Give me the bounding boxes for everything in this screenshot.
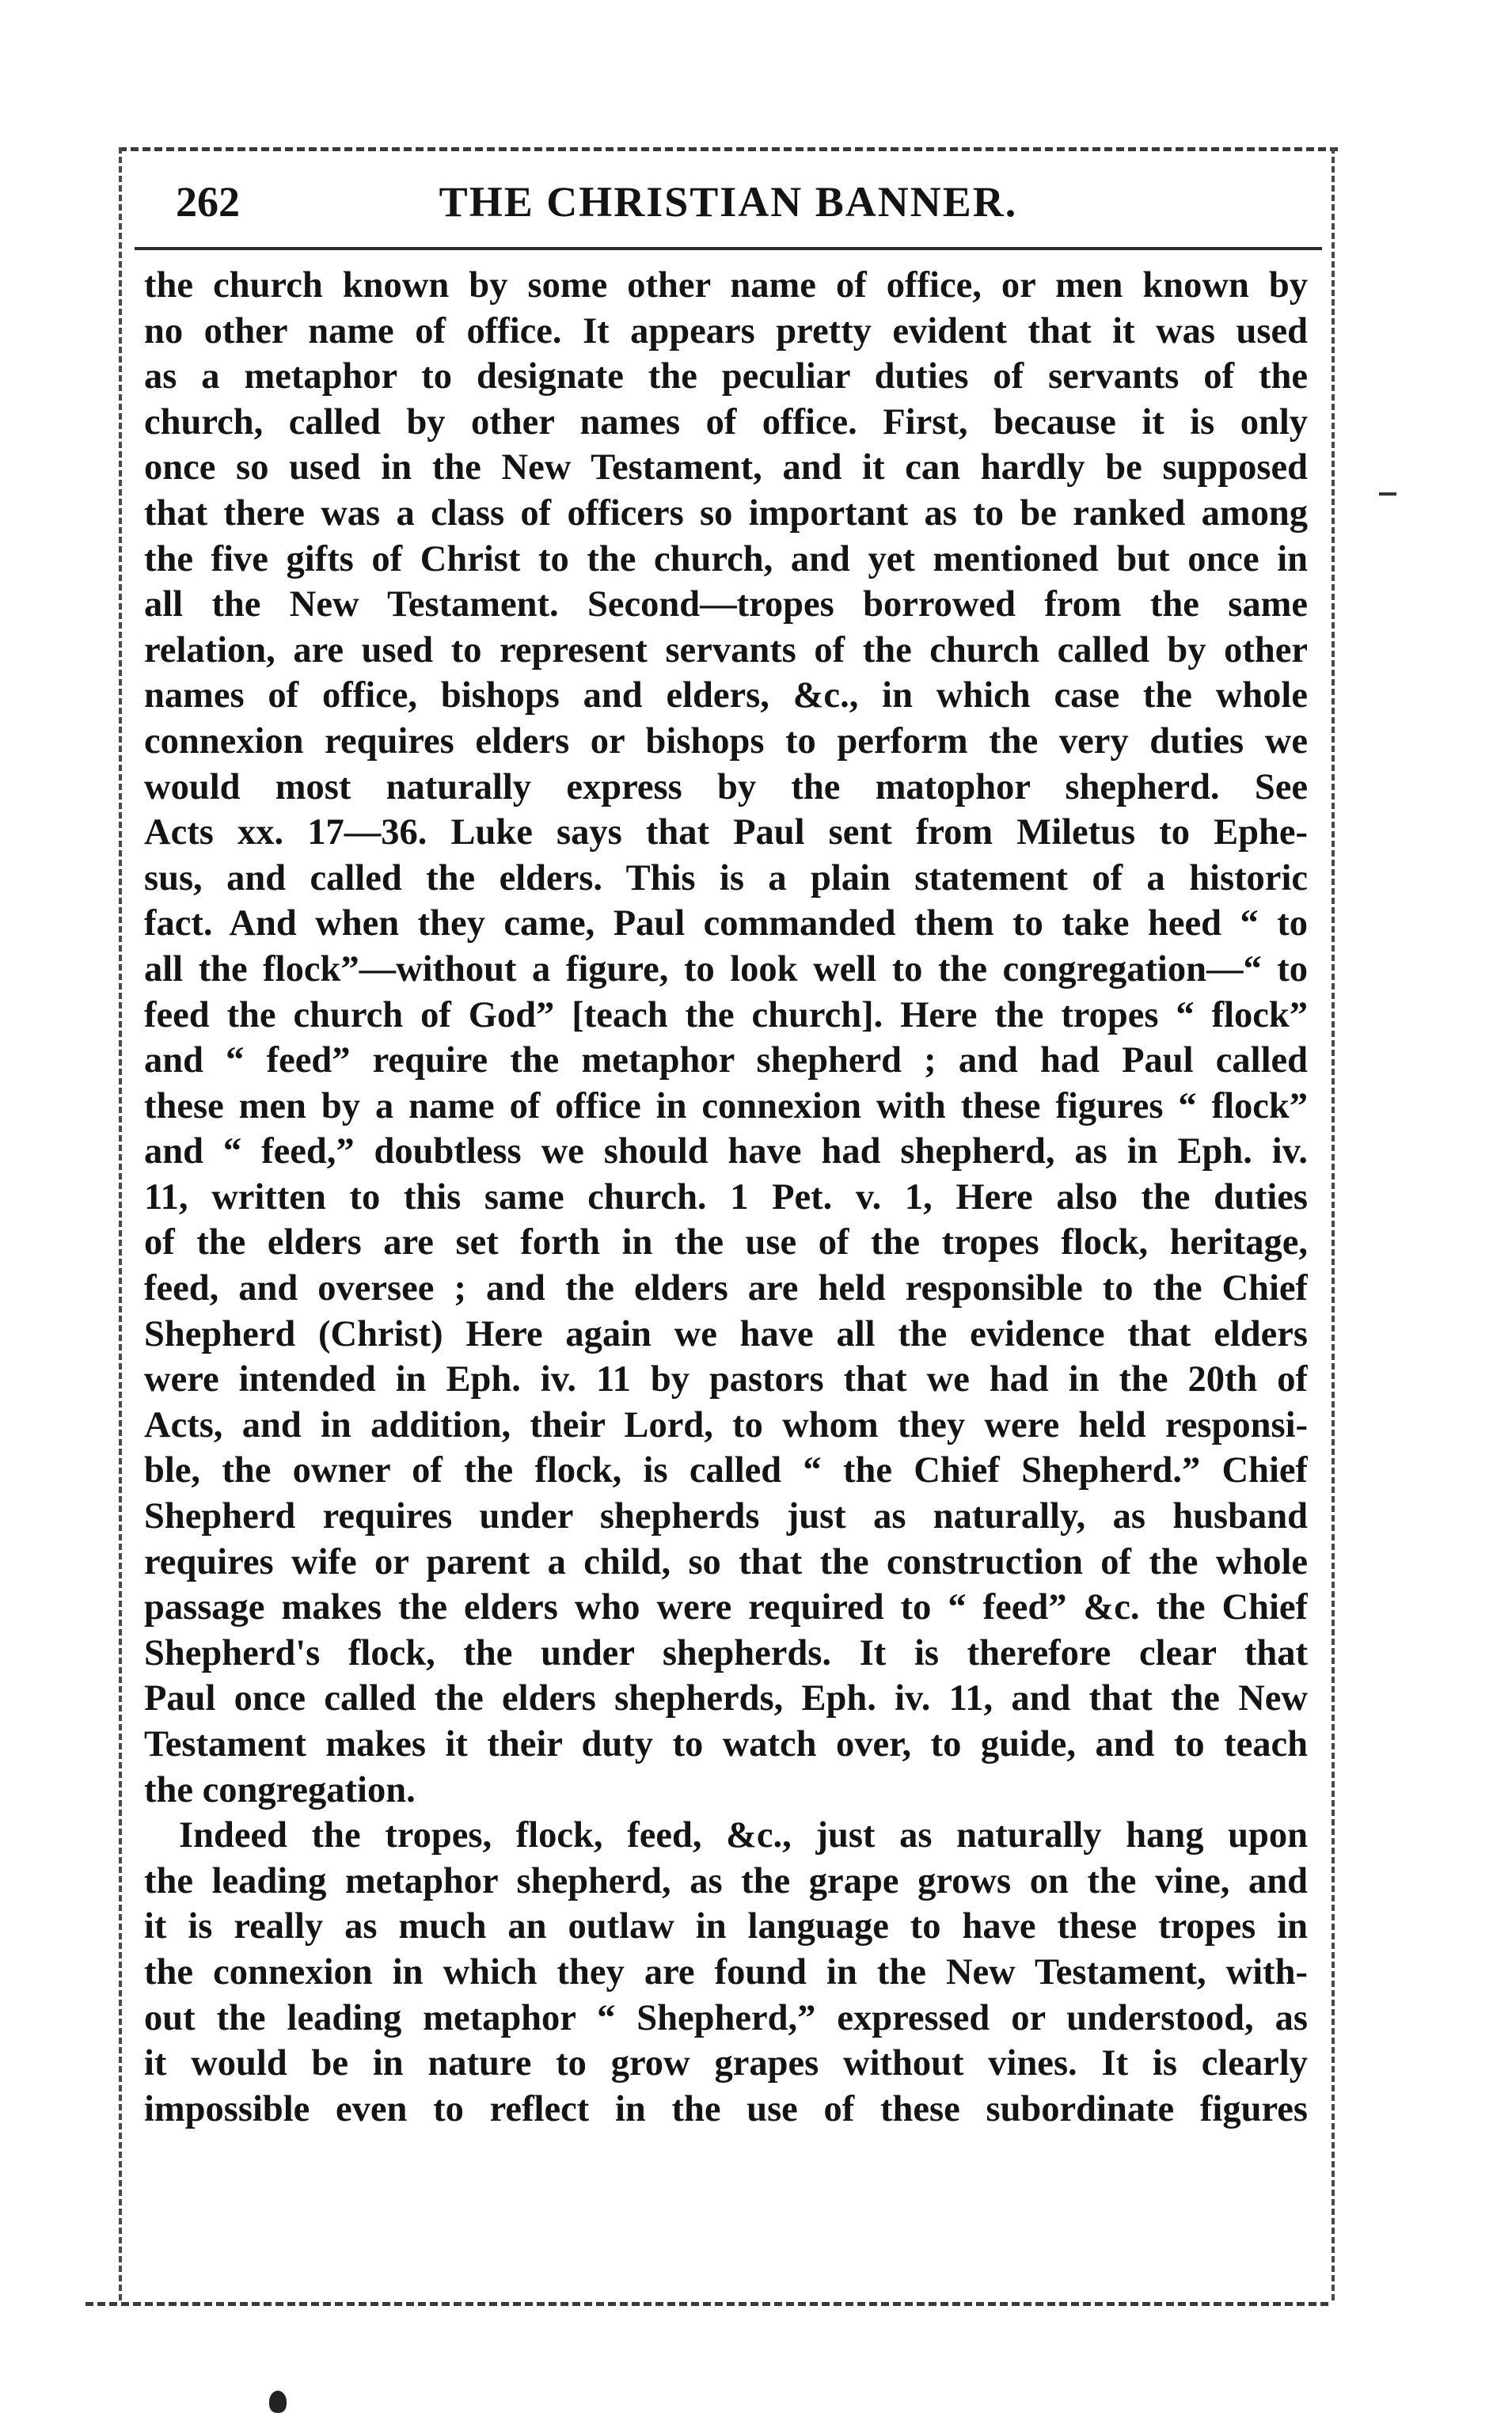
page-number: 262 bbox=[176, 178, 240, 226]
text-line: Shepherd requires under shepherds just as naturally, as husband bbox=[144, 1496, 1308, 1537]
text-line: impossible even to reflect in the use of these subordinate figures bbox=[144, 2088, 1308, 2129]
text-line: these men by a name of office in connexion with these figures “ flock” bbox=[144, 1085, 1308, 1126]
text-line: were intended in Eph. iv. 11 by pastors that we had in the 20th of bbox=[144, 1359, 1308, 1400]
page-border-left bbox=[119, 147, 122, 2300]
text-line: connexion requires elders or bishops to perform the very duties we bbox=[144, 720, 1308, 762]
text-line: sus, and called the elders. This is a plain statement of a historic bbox=[144, 857, 1308, 898]
text-line: Paul once called the elders shepherds, Eph. iv. 11, and that the New bbox=[144, 1678, 1308, 1719]
text-line: names of office, bishops and elders, &c., in which case the whole bbox=[144, 675, 1308, 716]
header-rule bbox=[135, 247, 1322, 250]
text-line: it would be in nature to grow grapes without vines. It is clearly bbox=[144, 2043, 1308, 2084]
text-line: Acts, and in addition, their Lord, to whom they were held responsi- bbox=[144, 1404, 1308, 1445]
text-line: feed the church of God” [teach the church]. Here the tropes “ flock” bbox=[144, 994, 1308, 1035]
text-line: and “ feed,” doubtless we should have had shepherd, as in Eph. iv. bbox=[144, 1131, 1308, 1172]
text-line: as a metaphor to designate the peculiar duties of servants of the bbox=[144, 356, 1308, 397]
page-border-bottom bbox=[85, 2302, 1328, 2306]
text-line: Testament makes it their duty to watch over, to guide, and to teach bbox=[144, 1724, 1308, 1765]
text-line: the connexion in which they are found in the New Testament, with- bbox=[144, 1951, 1308, 1992]
running-head: THE CHRISTIAN BANNER. bbox=[439, 178, 1018, 226]
text-line: feed, and oversee ; and the elders are held responsible to the Chief bbox=[144, 1268, 1308, 1309]
text-line: all the New Testament. Second—tropes borrowed from the same bbox=[144, 584, 1308, 625]
text-line: out the leading metaphor “ Shepherd,” expressed or understood, as bbox=[144, 1997, 1308, 2038]
text-line: fact. And when they came, Paul commanded them to take heed “ to bbox=[144, 903, 1308, 944]
text-line: the five gifts of Christ to the church, and yet mentioned but once in bbox=[144, 538, 1308, 579]
text-line: and “ feed” require the metaphor shepherd ; and had Paul called bbox=[144, 1040, 1308, 1081]
text-line: Shepherd (Christ) Here again we have all the evidence that elders bbox=[144, 1313, 1308, 1354]
text-line: requires wife or parent a child, so that the construction of the whole bbox=[144, 1541, 1308, 1582]
margin-dash-mark bbox=[1379, 492, 1396, 496]
text-line: Acts xx. 17—36. Luke says that Paul sent from Miletus to Ephe- bbox=[144, 812, 1308, 853]
text-line: that there was a class of officers so important as to be ranked among bbox=[144, 492, 1308, 534]
page-border-right bbox=[1332, 147, 1335, 2300]
text-line: the leading metaphor shepherd, as the grape grows on the vine, and bbox=[144, 1860, 1308, 1901]
text-line: no other name of office. It appears pretty evident that it was used bbox=[144, 310, 1308, 351]
text-line: once so used in the New Testament, and it can hardly be supposed bbox=[144, 447, 1308, 488]
text-line: all the flock”—without a figure, to look well to the congregation—“ to bbox=[144, 948, 1308, 990]
text-line: would most naturally express by the matophor shepherd. See bbox=[144, 766, 1308, 807]
article-body bbox=[144, 263, 1308, 2132]
text-line: 11, written to this same church. 1 Pet. v. 1, Here also the duties bbox=[144, 1176, 1308, 1218]
text-line: ble, the owner of the flock, is called “ the Chief Shepherd.” Chief bbox=[144, 1450, 1308, 1491]
text-line: church, called by other names of office. First, because it is only bbox=[144, 401, 1308, 443]
text-line: the congregation. bbox=[144, 1769, 416, 1810]
text-line: it is really as much an outlaw in language to have these tropes in bbox=[144, 1906, 1308, 1947]
page-header bbox=[135, 168, 1322, 244]
ink-blot-mark bbox=[269, 2391, 287, 2413]
text-line: passage makes the elders who were required to “ feed” &c. the Chief bbox=[144, 1587, 1308, 1628]
text-line: of the elders are set forth in the use of the tropes flock, heritage, bbox=[144, 1222, 1308, 1263]
text-line: the church known by some other name of office, or men known by bbox=[144, 265, 1308, 306]
page-border-top bbox=[119, 147, 1338, 151]
text-line: Indeed the tropes, flock, feed, &c., just as naturally hang upon bbox=[179, 1815, 1308, 1856]
text-line: Shepherd's flock, the under shepherds. It is therefore clear that bbox=[144, 1632, 1308, 1673]
text-line: relation, are used to represent servants of the church called by other bbox=[144, 629, 1308, 670]
